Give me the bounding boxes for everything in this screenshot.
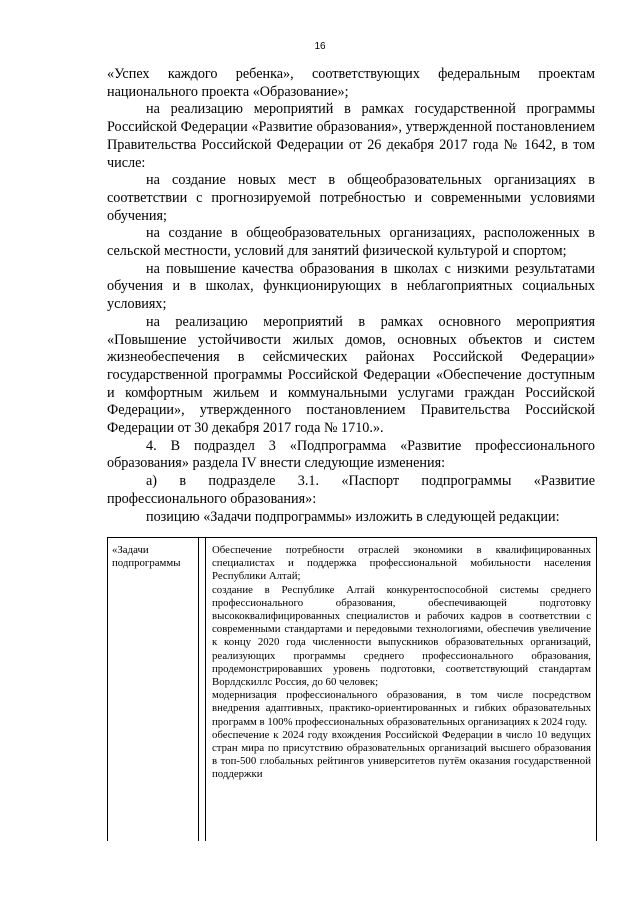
page-number: 16 bbox=[314, 41, 326, 52]
table-item: модернизация профессионального образования, в том числе посредством внедрения адаптивных, практико-ориентированных и гибких образовательных программ в 100% профессиональных образовательных организациях к 2024 году. bbox=[212, 689, 591, 728]
paragraph: на создание в общеобразовательных организациях, расположенных в сельской местности, условий для занятий физической культурой и спортом; bbox=[107, 225, 595, 260]
body-text bbox=[107, 66, 595, 526]
paragraph: на повышение качества образования в школах с низкими результатами обучения и в школах, функционирующих в неблагоприятных социальных условиях; bbox=[107, 260, 595, 313]
paragraph: на реализацию мероприятий в рамках основного мероприятия «Повышение устойчивости жилых домов, основных объектов и систем жизнеобеспечения в сейсмических районах Российской Федерации» государственной программы Российской Федерации «Обеспечение доступным и комфортным жильем и коммунальными услугами граждан Российской Федерации», утвержденного постановлением Правительства Российской Федерации от 30 декабря 2017 года № 1710.». bbox=[107, 313, 595, 437]
paragraph: на создание новых мест в общеобразовательных организациях в соответствии с прогнозируемой потребностью и современными условиями обучения; bbox=[107, 172, 595, 224]
paragraph: «Успех каждого ребенка», соответствующих федеральным проектам национального проекта «Образование»; bbox=[107, 66, 595, 100]
table-label-cell: «Задачи подпрограммы bbox=[108, 538, 199, 841]
table-item: создание в Республике Алтай конкурентоспособной системы среднего профессионального образования, обеспечивающей подготовку высококвалифицированных специалистов и рабочих кадров в соответствии с современными стандартами и передовыми технологиями, обеспечив увеличение к концу 2020 года численности выпускников образовательных организаций, реализующих программы среднего профессионального образования, продемонстрировавших уровень подготовки, соответствующий стандартам Ворлдскиллс Россия, до 60 человек; bbox=[212, 583, 591, 689]
paragraph: а) в подразделе 3.1. «Паспорт подпрограммы «Развитие профессионального образования»: bbox=[107, 473, 595, 507]
table-item: обеспечение к 2024 году вхождения Российской Федерации в число 10 ведущих стран мира по присутствию образовательных организаций высшего образования в топ-500 глобальных рейтингов университетов путём оказания государственной поддержки bbox=[212, 728, 591, 781]
paragraph: позицию «Задачи подпрограммы» изложить в следующей редакции: bbox=[146, 508, 560, 525]
table-content-cell bbox=[205, 538, 593, 841]
paragraph: на реализацию мероприятий в рамках государственной программы Российской Федерации «Развитие образования», утвержденной постановлением Правительства Российской Федерации от 26 декабря 2017 года № 1642, в том числе: bbox=[107, 101, 595, 171]
passport-table bbox=[107, 537, 597, 841]
table-item: Обеспечение потребности отраслей экономики в квалифицированных специалистах и поддержка профессиональной мобильности населения Республики Алтай; bbox=[212, 544, 591, 583]
paragraph: 4. В подраздел 3 «Подпрограмма «Развитие профессионального образования» раздела IV внести следующие изменения: bbox=[107, 437, 595, 472]
